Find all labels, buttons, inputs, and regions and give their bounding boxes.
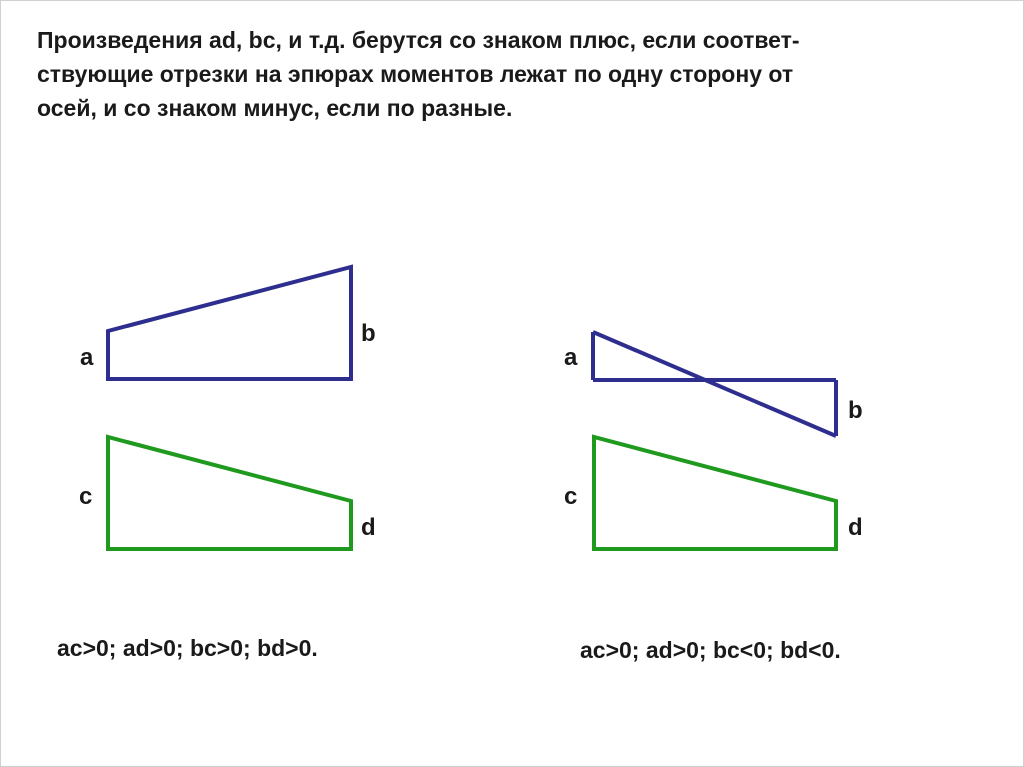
heading-line-3: осей, и со знаком минус, если по разные. [37, 95, 513, 121]
left-upper-moment-diagram [108, 267, 351, 379]
right-label-b: b [848, 397, 863, 424]
right-label-d: d [848, 514, 863, 541]
left-label-b: b [361, 320, 376, 347]
right-lower-moment-diagram [594, 437, 836, 549]
left-lower-moment-diagram [108, 437, 351, 549]
left-sign-conditions: ac>0; ad>0; bc>0; bd>0. [57, 635, 318, 661]
right-upper-slope [593, 332, 836, 436]
right-label-a: a [564, 344, 578, 371]
heading-line-1: Произведения ad, bc, и т.д. берутся со знаком плюс, если соответ- [37, 27, 800, 53]
right-label-c: c [564, 483, 578, 510]
heading-line-2: ствующие отрезки на эпюрах моментов лежат по одну сторону от [37, 61, 794, 87]
right-sign-conditions: ac>0; ad>0; bc<0; bd<0. [580, 637, 841, 663]
right-upper-moment-diagram [593, 332, 836, 436]
left-label-a: a [80, 344, 94, 371]
left-label-c: c [79, 483, 93, 510]
left-label-d: d [361, 514, 376, 541]
